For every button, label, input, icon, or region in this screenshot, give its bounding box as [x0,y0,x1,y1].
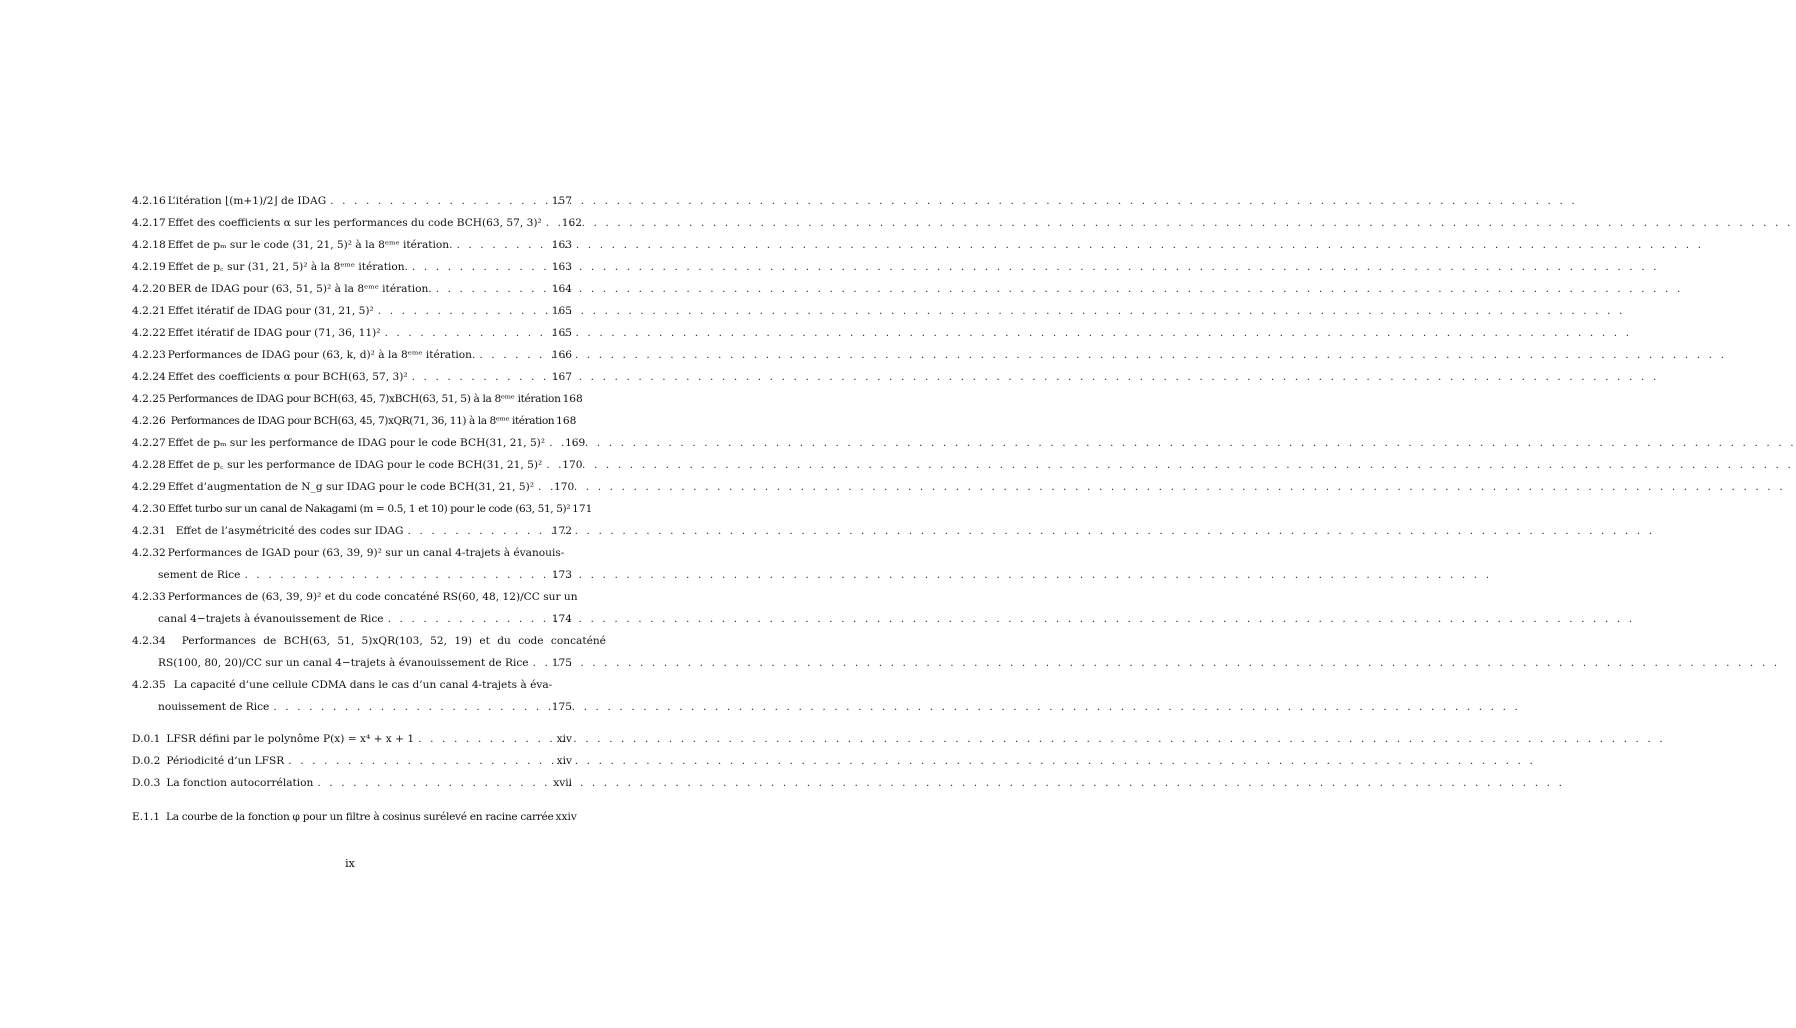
entry-page: xiv [556,733,572,745]
entry-page: 157 [551,195,572,207]
leader-dots [414,728,555,750]
entry-title: Effet turbo sur un canal de Nakagami (m = 0.5, 1 et 10) pour le code (63, 51, 5)² [167,503,571,515]
entry-number: 4.2.28 [132,459,166,471]
entry-page: 174 [551,613,572,625]
entry-number: 4.2.19 [132,261,166,273]
entry-title-continued: nouissement de Rice [158,701,270,713]
entry-number: 4.2.35 [132,679,166,691]
entry-page: xvii [553,777,572,789]
entry-title: Effet de pₘ sur le code (31, 21, 5)² à la 8ᵉᵐᵉ itération. [167,239,453,251]
toc-entry[interactable] [132,212,582,234]
entry-page: xxiv [555,811,577,823]
entry-page: 167 [551,371,572,383]
entry-title: Effet de l’asymétricité des codes sur IDAG [175,525,404,537]
entry-number: 4.2.18 [132,239,166,251]
toc-entry[interactable] [132,388,583,410]
entry-number: 4.2.25 [132,393,166,405]
leader-dots [326,190,550,212]
entry-title: Performances de IDAG pour BCH(63, 45, 7)xBCH(63, 51, 5) à la 8ᵉᵐᵉ itération [167,393,561,405]
entry-page: 163 [551,239,572,251]
leader-dots [432,278,550,300]
entry-title: Périodicité d’un LFSR [166,755,285,767]
entry-page: xiv [556,755,572,767]
entry-number: 4.2.26 [132,415,166,427]
entry-title: Effet de pₘ sur les performance de IDAG pour le code BCH(31, 21, 5)² [167,437,546,449]
entry-number: 4.2.21 [132,305,166,317]
entry-title: Effet itératif de IDAG pour (71, 36, 11)² [167,327,381,339]
entry-title: Performances de BCH(63, 51, 5)xQR(103, 52, 19) et du code concaténé [181,635,606,647]
leader-dots [404,520,550,542]
entry-number: 4.2.30 [132,503,166,515]
entry-title: LFSR défini par le polynôme P(x) = x⁴ + x + 1 [166,733,415,745]
entry-title-continued: RS(100, 80, 20)/CC sur un canal 4−trajets à évanouissement de Rice [158,657,529,669]
entry-title: Effet d’augmentation de N_g sur IDAG pour le code BCH(31, 21, 5)² [167,481,535,493]
toc-entry[interactable] [132,520,572,542]
entry-page: 175 [551,657,572,669]
toc-entry[interactable] [132,728,572,750]
entry-page: 170 [554,481,575,493]
leader-dots [542,212,560,234]
entry-title: La courbe de la fonction φ pour un filtre à cosinus surélevé en racine carrée [165,811,554,823]
toc-entry[interactable] [132,806,577,828]
entry-number: 4.2.34 [132,635,166,647]
entry-title: La fonction autocorrélation [166,777,314,789]
entry-number: D.0.3 [132,777,161,789]
leader-dots [453,234,550,256]
entry-title: Effet itératif de IDAG pour (31, 21, 5)² [167,305,374,317]
toc-entry[interactable] [132,630,606,674]
entry-number: 4.2.32 [132,547,166,559]
page-number: ix [345,857,355,870]
entry-number: E.1.1 [132,811,160,823]
toc-entry[interactable] [132,454,583,476]
entry-number: 4.2.33 [132,591,166,603]
entry-title: Effet de p꜀ sur les performance de IDAG pour le code BCH(31, 21, 5)² [167,459,543,471]
entry-number: 4.2.20 [132,283,166,295]
entry-number: 4.2.29 [132,481,166,493]
entry-number: 4.2.16 [132,195,166,207]
leader-dots [269,696,549,718]
leader-dots [408,256,550,278]
entry-page: 168 [556,415,577,427]
entry-number: 4.2.24 [132,371,166,383]
entry-title: Effet de p꜀ sur (31, 21, 5)² à la 8ᵉᵐᵉ itération. [167,261,408,273]
entry-page: 169 [565,437,586,449]
section-gap [132,718,572,728]
list-of-figures [132,190,606,828]
entry-number: D.0.1 [132,733,161,745]
section-gap [132,794,572,806]
entry-page: 166 [551,349,572,361]
toc-entry[interactable] [132,344,572,366]
toc-entry[interactable] [132,256,572,278]
entry-number: 4.2.22 [132,327,166,339]
entry-title: Performances de (63, 39, 9)² et du code concaténé RS(60, 48, 12)/CC sur un [167,591,578,603]
leader-dots [313,772,551,794]
entry-number: 4.2.17 [132,217,166,229]
toc-entry[interactable] [132,300,572,322]
entry-title: Performances de IDAG pour BCH(63, 45, 7)xQR(71, 36, 11) à la 8ᵉᵐᵉ itération [170,415,555,427]
entry-page: 162 [561,217,582,229]
entry-page: 164 [551,283,572,295]
entry-page: 171 [572,503,593,515]
entry-page: 165 [551,305,572,317]
toc-entry[interactable] [132,432,586,454]
entry-title-continued: canal 4−trajets à évanouissement de Rice [158,613,384,625]
entry-title: Effet des coefficients α sur les performances du code BCH(63, 57, 3)² [167,217,542,229]
toc-entry[interactable] [132,190,572,212]
leader-dots [240,564,549,586]
leader-dots [534,476,552,498]
entry-title: BER de IDAG pour (63, 51, 5)² à la 8ᵉᵐᵉ itération. [167,283,432,295]
entry-number: 4.2.27 [132,437,166,449]
toc-entry[interactable] [132,410,577,432]
entry-page: 170 [562,459,583,471]
toc-entry[interactable] [132,366,572,388]
entry-page: 175 [551,701,572,713]
leader-dots [545,432,563,454]
entry-page: 165 [551,327,572,339]
entry-page: 172 [551,525,572,537]
toc-entry[interactable] [132,476,575,498]
entry-title: L’itération ⌊(m+1)/2⌋ de IDAG [167,195,327,207]
leader-dots [381,322,550,344]
entry-number: 4.2.23 [132,349,166,361]
leader-dots [374,300,550,322]
entry-title: Performances de IGAD pour (63, 39, 9)² sur un canal 4-trajets à évanouis- [167,547,565,559]
entry-number: 4.2.31 [132,525,166,537]
leader-dots [284,750,554,772]
toc-entry[interactable] [132,322,572,344]
leader-dots [475,344,549,366]
toc-entry[interactable] [132,750,572,772]
entry-page: 168 [562,393,583,405]
toc-entry[interactable] [132,772,572,794]
leader-dots [408,366,550,388]
entry-title: La capacité d’une cellule CDMA dans le cas d’un canal 4-trajets à éva- [173,679,553,691]
entry-title-continued: sement de Rice [158,569,241,581]
entry-page: 173 [551,569,572,581]
toc-entry[interactable] [132,234,572,256]
entry-title: Performances de IDAG pour (63, k, d)² à la 8ᵉᵐᵉ itération. [167,349,476,361]
entry-page: 163 [551,261,572,273]
leader-dots [542,454,560,476]
toc-entry[interactable] [132,674,572,718]
leader-dots [529,652,550,674]
toc-entry[interactable] [132,542,572,586]
toc-entry[interactable] [132,498,593,520]
entry-number: D.0.2 [132,755,161,767]
toc-entry[interactable] [132,278,572,300]
leader-dots [384,608,550,630]
entry-title: Effet des coefficients α pour BCH(63, 57, 3)² [167,371,408,383]
toc-entry[interactable] [132,586,578,630]
